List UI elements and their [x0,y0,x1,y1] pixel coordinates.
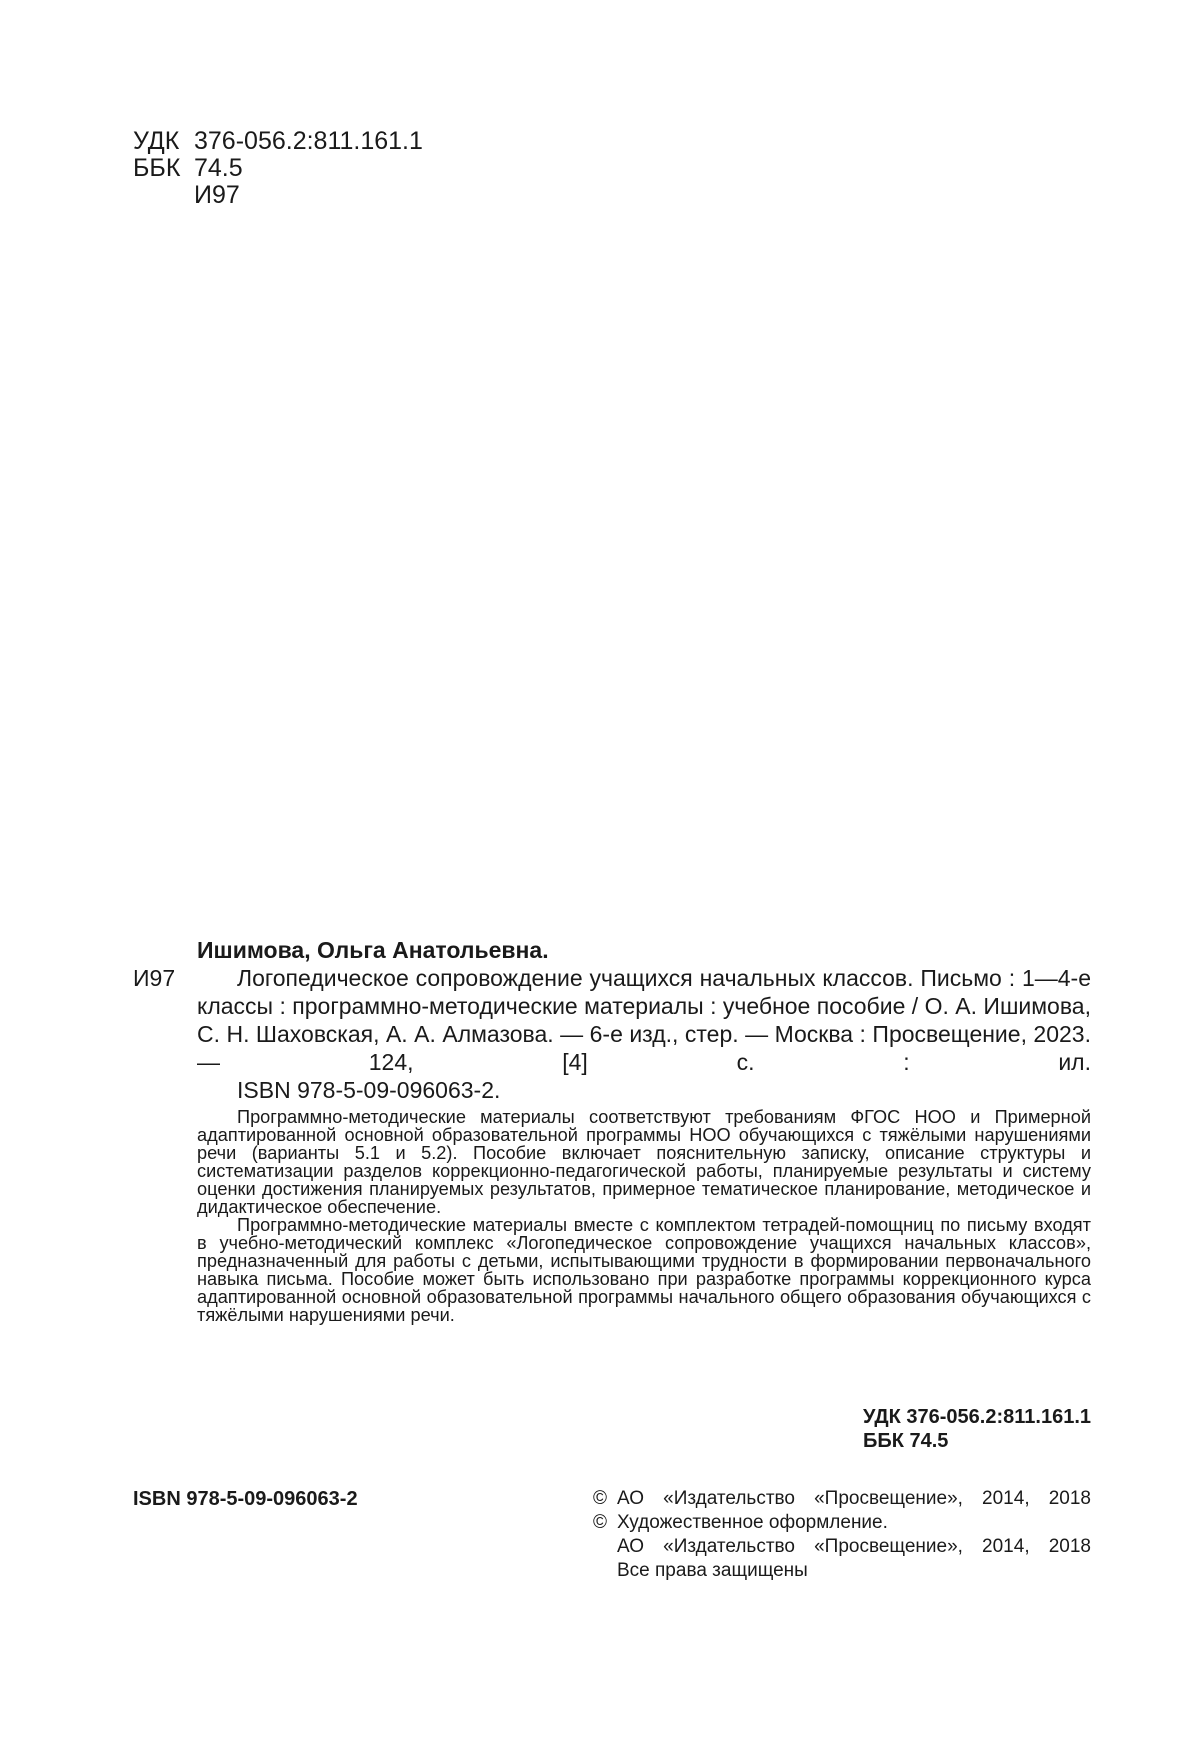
bottom-bbk: ББК 74.5 [862,1430,949,1452]
entry-block [133,964,1091,1104]
annotation-paragraph-2: Программно-методические материалы вместе с комплектом тетрадей-помощниц по письму входят в учебно-методический комплекс «Логопедическое сопровождение учащихся начальных классов», предназначенный для работы с детьми, испытывающими трудности в формировании первоначального навыка письма. Пособие может быть использовано при разработке программы коррекционного курса адаптированной основной образовательной программы начального общего образования обучающихся с тяжёлыми нарушениями речи. [197,1215,1091,1325]
copyright-text-4: Все права защищены [617,1560,808,1581]
bbk-row [133,155,423,182]
copyright-block [593,1487,1091,1583]
copyright-sign: © [593,1512,607,1533]
title-description: Логопедическое сопровождение учащихся начальных классов. Письмо : 1—4-е классы : программно-методические материалы : учебное пособие / О. А. Ишимова, С. Н. Шаховская, А. А. Алмазова. — 6-е изд., стер. — Москва : Просвещение, 2023. — 124, [4] с. : ил. [197,965,1091,1075]
udk-row [133,128,423,155]
udk-label: УДК [133,127,180,155]
udk-value: 376-056.2:811.161.1 [194,127,423,155]
copyright-line-2 [593,1511,1091,1535]
annotation [197,1108,1091,1324]
copyright-text-2: Художественное оформление. [617,1512,888,1533]
bottom-udk: УДК 376-056.2:811.161.1 [862,1406,1091,1428]
bbk-label: ББК [133,154,181,182]
isbn-bottom: ISBN 978-5-09-096063-2 [133,1488,358,1510]
bibliographic-record [133,936,1091,1324]
entry-body [197,964,1091,1104]
entry-cipher: И97 [133,965,176,991]
author-heading: Ишимова, Ольга Анатольевна. [197,937,549,963]
copyright-sign: © [593,1488,607,1509]
annotation-paragraph-1: Программно-методические материалы соответствуют требованиям ФГОС НОО и Примерной адаптированной основной образовательной программы НОО обучающихся с тяжёлыми нарушениями речи (варианты 5.1 и 5.2). Пособие включает пояснительную записку, описание структуры и систематизации разделов коррекционно-педагогической работы, планируемые результаты и систему оценки достижения планируемых результатов, примерное тематическое планирование, методическое и дидактическое обеспечение. [197,1107,1091,1217]
entry-isbn: ISBN 978-5-09-096063-2. [237,1077,501,1103]
bbk-value: 74.5 [194,154,243,182]
bottom-classification-codes [863,1405,1091,1453]
copyright-line-1 [593,1487,1091,1511]
author-cipher: И97 [194,181,240,209]
copyright-text-3: АО «Издательство «Просвещение», 2014, 2018 [617,1536,1091,1557]
copyright-text-1: АО «Издательство «Просвещение», 2014, 2018 [617,1488,1091,1509]
top-classification-codes [133,128,423,209]
